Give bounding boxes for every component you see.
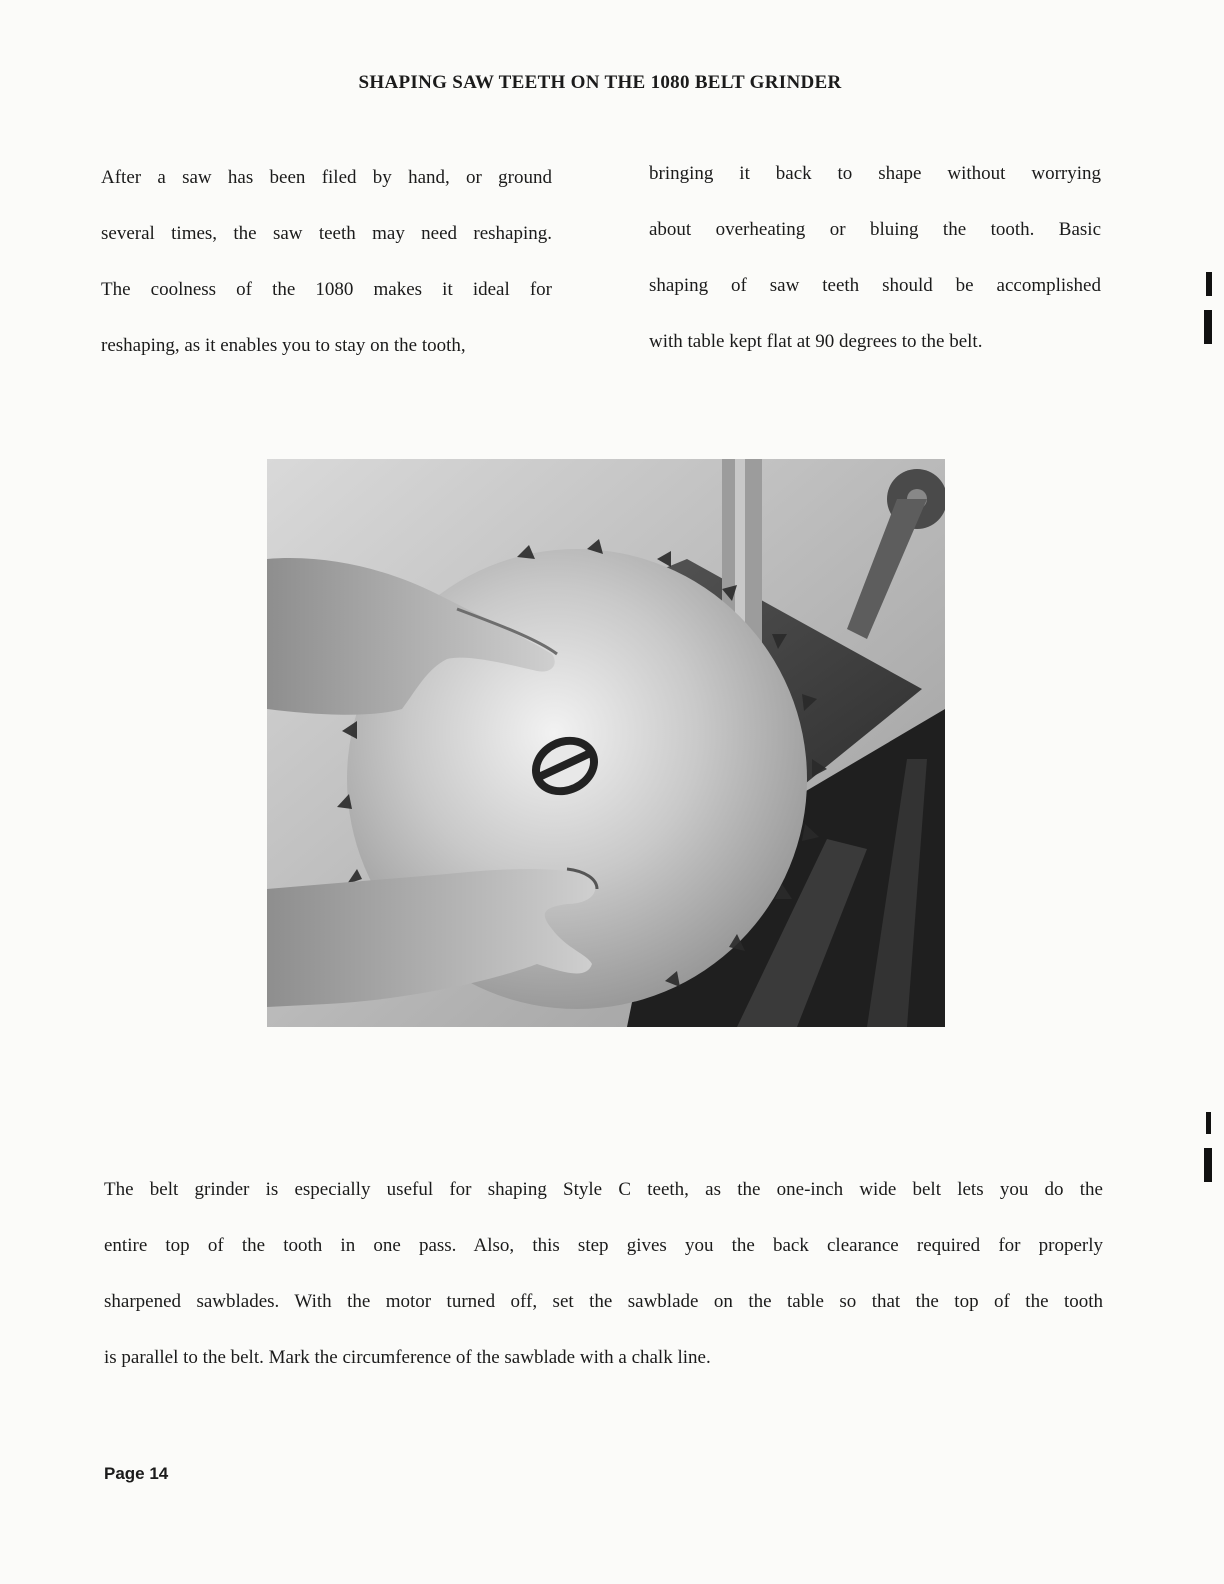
text-line: sharpened sawblades. With the motor turned off, set the sawblade on the table so that the top of the tooth — [104, 1291, 1103, 1312]
text-line: entire top of the tooth in one pass. Also, this step gives you the back clearance required for properly — [104, 1235, 1103, 1256]
page-title: SHAPING SAW TEETH ON THE 1080 BELT GRINDER — [358, 72, 842, 93]
sawblade-photo-illustration — [267, 459, 945, 1027]
text-line: The coolness of the 1080 makes it ideal for — [101, 279, 552, 300]
body-paragraph — [104, 1162, 1103, 1386]
intro-column-left — [101, 150, 552, 374]
text-line: bringing it back to shape without worrying — [649, 163, 1101, 184]
sawblade-photo — [267, 459, 945, 1027]
text-line: several times, the saw teeth may need reshaping. — [101, 223, 552, 244]
page-number: Page 14 — [104, 1464, 169, 1483]
text-line: with table kept flat at 90 degrees to the belt. — [649, 331, 983, 352]
binding-mark — [1204, 310, 1212, 344]
text-line: about overheating or bluing the tooth. Basic — [649, 219, 1101, 240]
text-line: is parallel to the belt. Mark the circumference of the sawblade with a chalk line. — [104, 1347, 711, 1368]
text-line: The belt grinder is especially useful for shaping Style C teeth, as the one-inch wide belt lets you do the — [104, 1179, 1103, 1200]
text-line: After a saw has been filed by hand, or ground — [101, 167, 552, 188]
intro-column-right — [649, 146, 1101, 370]
text-line: shaping of saw teeth should be accomplished — [649, 275, 1101, 296]
binding-mark — [1206, 1112, 1211, 1134]
binding-mark — [1204, 1148, 1212, 1182]
text-line: reshaping, as it enables you to stay on the tooth, — [101, 335, 466, 356]
binding-mark — [1206, 272, 1212, 296]
